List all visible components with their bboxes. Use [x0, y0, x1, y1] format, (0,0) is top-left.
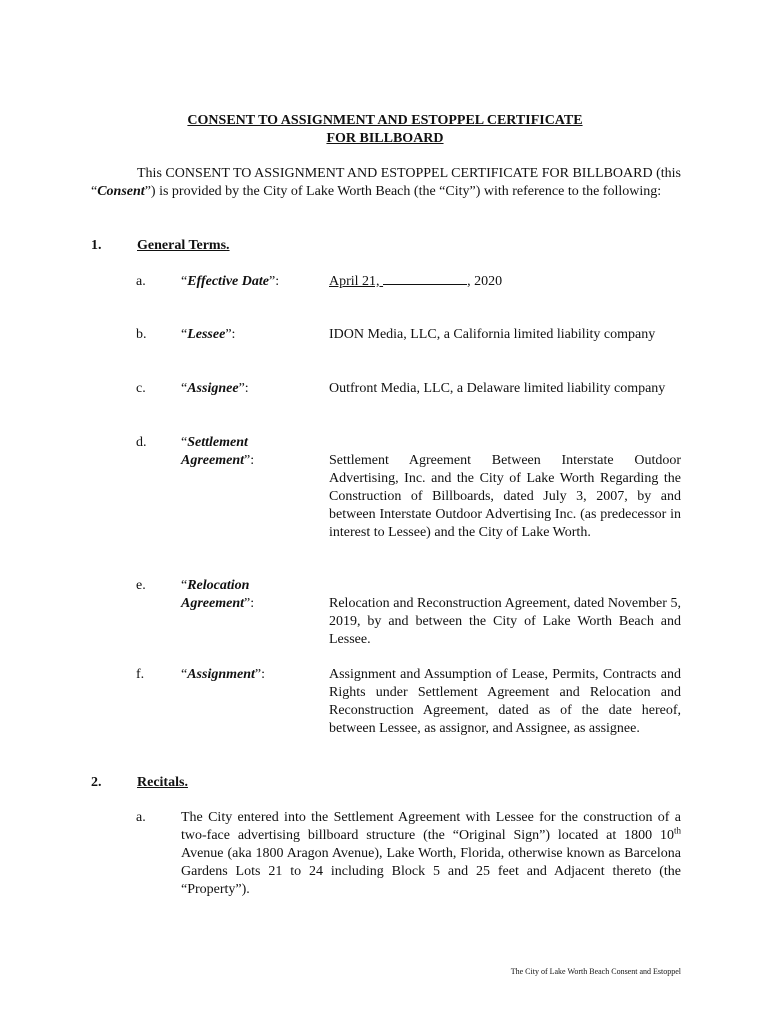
- item-letter: a.: [136, 274, 146, 289]
- term-name-line-2: Agreement: [181, 596, 244, 611]
- term-value: [329, 273, 681, 291]
- term-name: Effective Date: [187, 274, 269, 289]
- effective-date-suffix: , 2020: [467, 274, 503, 289]
- item-letter: b.: [136, 327, 147, 342]
- intro-text-2: ”) is provided by the City of Lake Worth Beach (the “City”) with reference to the following:: [144, 184, 662, 199]
- intro-paragraph: [91, 165, 681, 201]
- term-name-line-1: Relocation: [187, 578, 250, 593]
- term-value: Relocation and Reconstruction Agreement, dated November 5, 2019, by and between the City of Lake Worth Beach and Lessee.: [329, 596, 681, 647]
- term-name: Assignment: [187, 667, 255, 682]
- date-blank-line: [383, 275, 467, 285]
- term-name: Assignee: [187, 381, 239, 396]
- term-suffix: ”:: [238, 381, 249, 396]
- intro-consent-term: Consent: [97, 184, 145, 199]
- ordinal-superscript: th: [673, 825, 681, 836]
- title-line-1: CONSENT TO ASSIGNMENT AND ESTOPPEL CERTIFICATE: [187, 113, 583, 128]
- section-number: 1.: [91, 238, 102, 253]
- term-value: Settlement Agreement Between Interstate Outdoor Advertising, Inc. and the City of Lake Worth Regarding the Construction of Billboards, dated July 3, 2007, by and between Interstate Outdoor Advertising Inc. (as predecessor in interest to Lessee) and the City of Lake Worth.: [329, 453, 681, 540]
- section-title: Recitals.: [137, 775, 188, 790]
- term-name-line-2: Agreement: [181, 453, 244, 468]
- term-suffix: ”:: [225, 327, 236, 342]
- title-line-2: FOR BILLBOARD: [326, 131, 444, 146]
- effective-date-prefix: April 21,: [329, 274, 384, 289]
- term-label: “Assignee”:: [181, 381, 249, 396]
- section-title: General Terms.: [137, 238, 230, 253]
- term-label: “Lessee”:: [181, 327, 236, 342]
- recital-text-1: The City entered into the Settlement Agreement with Lessee for the construction of a two-face advertising billboard structure (the “Original Sign”) located at 1800 10: [181, 810, 681, 843]
- term-suffix: ”:: [244, 596, 255, 611]
- term-label: “Relocation Agreement”:: [181, 578, 255, 611]
- section-title-text: General Terms: [137, 238, 227, 253]
- section-number: 2.: [91, 775, 102, 790]
- term-suffix: ”:: [254, 667, 266, 682]
- page-footer: The City of Lake Worth Beach Consent and Estoppel: [510, 967, 681, 976]
- item-letter: a.: [136, 810, 146, 825]
- recital-text: [181, 809, 681, 899]
- document-title: [0, 112, 770, 148]
- term-label: “Assignment”:: [181, 667, 266, 682]
- item-letter: d.: [136, 435, 147, 450]
- term-suffix: ”:: [244, 453, 255, 468]
- term-value: IDON Media, LLC, a California limited liability company: [329, 327, 656, 342]
- term-value: Outfront Media, LLC, a Delaware limited liability company: [329, 381, 666, 396]
- term-name-line-1: Settlement: [187, 435, 248, 450]
- term-label: “Settlement Agreement”:: [181, 435, 255, 468]
- intro-text-1: This CONSENT TO ASSIGNMENT AND ESTOPPEL CERTIFICATE FOR BILLBOARD (this “: [91, 166, 681, 199]
- term-value: Assignment and Assumption of Lease, Permits, Contracts and Rights under Settlement Agreement and Relocation and Reconstruction Agreement, dated as of the date hereof, between Lessee, as assignor, and Assignee, as assignee.: [329, 667, 681, 736]
- item-letter: f.: [136, 667, 145, 682]
- term-label: “Effective Date”:: [181, 274, 280, 289]
- recital-text-2: Avenue (aka 1800 Aragon Avenue), Lake Worth, Florida, otherwise known as Barcelona Gardens Lots 21 to 24 including Block 5 and 25 feet and Adjacent thereto (the “Property”).: [181, 846, 681, 897]
- item-letter: e.: [136, 578, 146, 593]
- term-suffix: ”:: [268, 274, 280, 289]
- item-letter: c.: [136, 381, 146, 396]
- term-name: Lessee: [187, 327, 226, 342]
- section-title-text: Recitals: [137, 775, 185, 790]
